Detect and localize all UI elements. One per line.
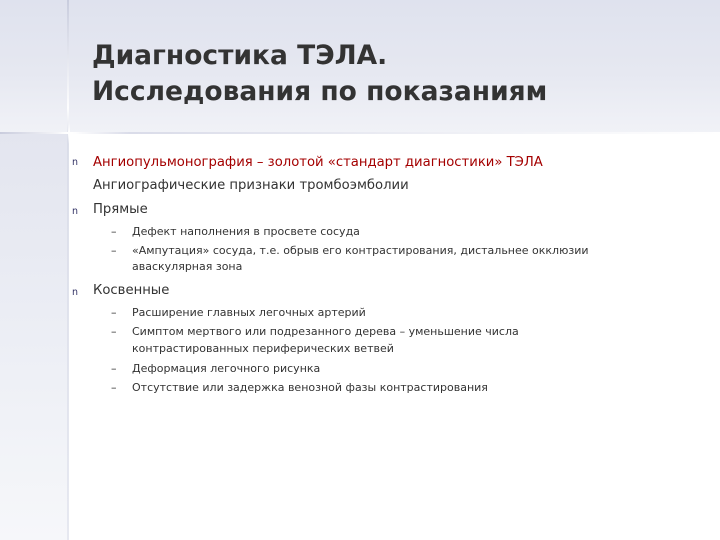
slide-title xyxy=(92,38,547,110)
sparkle-icon xyxy=(58,122,80,144)
title-line-2: Исследования по показаниям xyxy=(92,76,548,107)
bullet-item-angiography-continuation: Ангиографические признаки тромбоэмболии xyxy=(93,178,409,193)
sub-item-amputation-continuation: аваскулярная зона xyxy=(132,260,243,273)
dash-marker: – xyxy=(111,244,117,257)
horizontal-rule xyxy=(0,132,720,134)
sub-item-artery-dilation: Расширение главных легочных артерий xyxy=(132,306,366,319)
bullet-item-direct: Прямые xyxy=(93,202,148,217)
bullet-item-angiography: Ангиопульмонография – золотой «стандарт диагностики» ТЭЛА xyxy=(93,155,543,170)
bullet-marker: n xyxy=(72,206,79,217)
title-line-1: Диагностика ТЭЛА. xyxy=(92,40,388,71)
bullet-item-indirect: Косвенные xyxy=(93,283,170,298)
sub-item-dead-tree-sign-continuation: контрастированных периферических ветвей xyxy=(132,342,394,355)
dash-marker: – xyxy=(111,381,117,394)
bullet-marker: n xyxy=(72,157,79,168)
sub-item-filling-defect: Дефект наполнения в просвете сосуда xyxy=(132,225,360,238)
dash-marker: – xyxy=(111,325,117,338)
sub-item-pattern-deformation: Деформация легочного рисунка xyxy=(132,362,321,375)
dash-marker: – xyxy=(111,362,117,375)
left-band xyxy=(0,133,68,540)
vertical-rule xyxy=(67,0,69,540)
dash-marker: – xyxy=(111,306,117,319)
bullet-marker: n xyxy=(72,287,79,298)
sub-item-amputation: «Ампутация» сосуда, т.е. обрыв его контрастирования, дистальнее окклюзии xyxy=(132,244,589,257)
sub-item-venous-phase: Отсутствие или задержка венозной фазы контрастирования xyxy=(132,381,488,394)
dash-marker: – xyxy=(111,225,117,238)
sub-item-dead-tree-sign: Симптом мертвого или подрезанного дерева – уменьшение числа xyxy=(132,325,519,338)
